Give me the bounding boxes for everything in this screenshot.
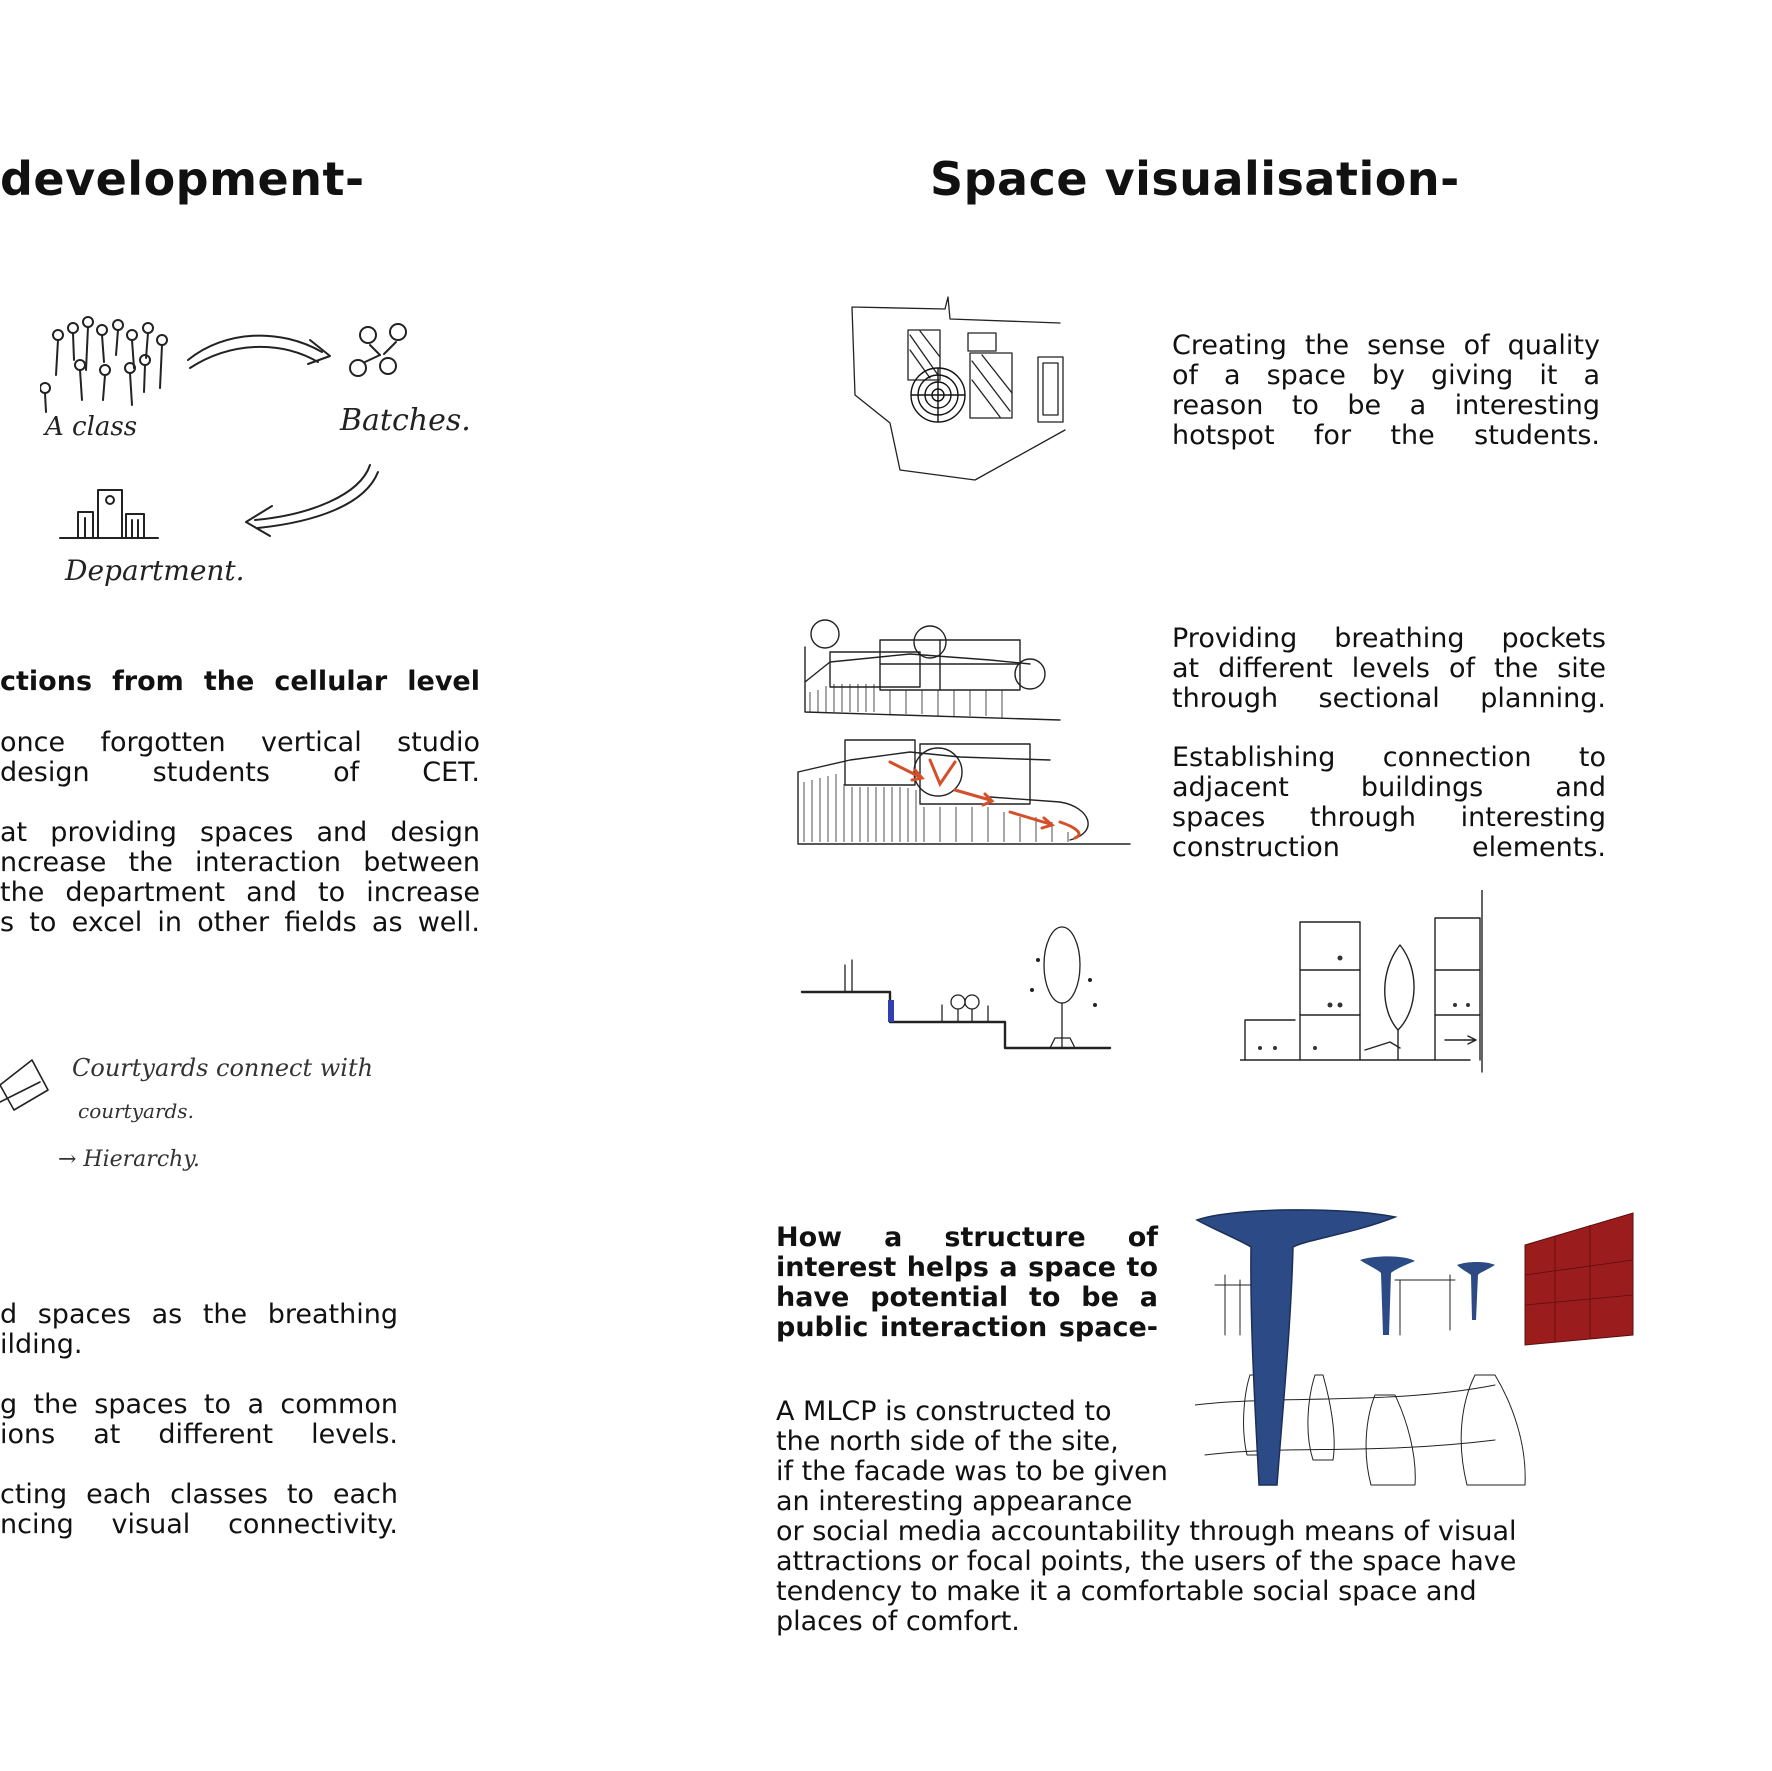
structure-of-interest-heading: How a structure of interest helps a space to have potential to be a public interaction space- (776, 1222, 1158, 1343)
red-facade (1525, 1213, 1633, 1345)
handnote-line-1: Courtyards connect with (72, 1054, 374, 1082)
space-quality-text: Creating the sense of quality of a space by giving it a reason to be a interesting hotspot for the students. (1172, 330, 1600, 451)
left-paragraph-5: cting each classes to each ncing visual connectivity. (0, 1479, 398, 1540)
left-heading: development- (0, 152, 365, 206)
department-building-sketch (60, 490, 158, 538)
right-heading: Space visualisation- (930, 152, 1460, 206)
breathing-pockets-text: Providing breathing pockets at different levels of the site through sectional planning. (1172, 623, 1606, 714)
site-plan-sketch (850, 295, 1095, 500)
cellular-level-line: ctions from the cellular level (0, 666, 480, 697)
class-batches-department-sketch (40, 300, 480, 630)
site-section-sketch (790, 612, 1140, 852)
arrow-batches-to-department (255, 465, 370, 520)
multilevel-section-sketch (1240, 890, 1500, 1075)
courtyard-handnote-sketch (0, 1040, 400, 1200)
blue-water-mark (888, 1000, 894, 1022)
circular-plaza-sketch (911, 368, 965, 422)
blue-canopy-small (1457, 1262, 1495, 1320)
left-paragraph-4: g the spaces to a common ions at different levels. (0, 1389, 398, 1450)
handnote-line-2: courtyards. (78, 1099, 194, 1123)
left-paragraph-1: once forgotten vertical studio design students of CET. (0, 727, 480, 788)
handnote-line-3: → Hierarchy. (58, 1147, 200, 1172)
connection-text: Establishing connection to adjacent buildings and spaces through interesting construction elements. (1172, 742, 1606, 863)
mlcp-paragraph: A MLCP is constructed to the north side of the site, if the facade was to be given an interesting appearance or social media accountability through means of visual attractions or focal points, the users of the space have tendency to make it a comfortable social space and places of comfort. (776, 1396, 1517, 1637)
orange-circulation-marks (890, 760, 1079, 838)
label-class: A class (45, 412, 138, 442)
blue-canopy-medium (1360, 1256, 1415, 1335)
label-batches: Batches. (340, 403, 471, 438)
left-paragraph-2: at providing spaces and design ncrease the interaction between the department and to increase s to excel in other fields as well. (0, 817, 480, 938)
batches-sketch (350, 324, 406, 376)
stepped-section-sketch (800, 920, 1130, 1070)
left-paragraph-3: d spaces as the breathing ilding. (0, 1299, 398, 1360)
label-department: Department. (65, 554, 245, 587)
class-people-sketch (40, 317, 167, 412)
